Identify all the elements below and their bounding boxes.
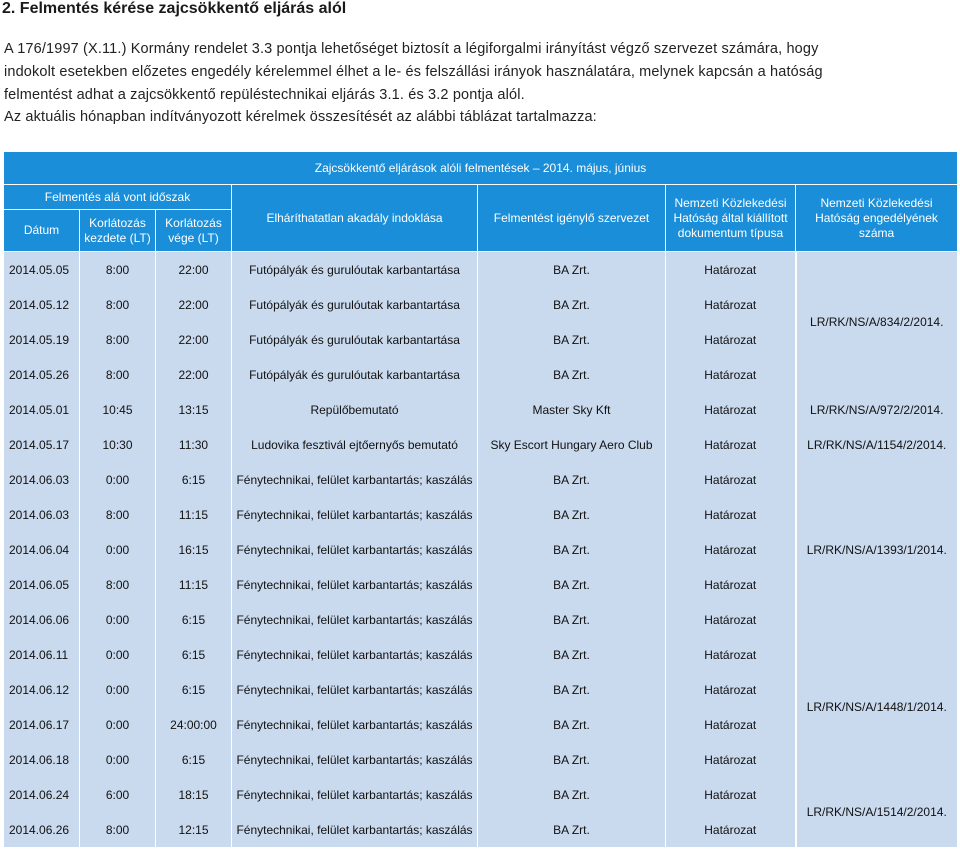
row-end: 16:15: [156, 532, 232, 567]
row-organization: BA Zrt.: [478, 742, 666, 777]
table-row: [4, 637, 958, 672]
intro-line-3: felmentést adhat a zajcsökkentő repüléstechnikai eljárás 3.1. és 3.2 pontja alól.: [4, 87, 525, 103]
header-organization: Felmentést igénylő szervezet: [478, 185, 666, 252]
row-document-type: Határozat: [666, 567, 796, 602]
header-start: Korlátozás kezdete (LT): [80, 210, 156, 252]
row-document-type: Határozat: [666, 672, 796, 707]
row-organization: BA Zrt.: [478, 777, 666, 812]
table-body: [4, 252, 958, 848]
row-start: 8:00: [80, 497, 156, 532]
row-document-type: Határozat: [666, 532, 796, 567]
table-row: [4, 252, 958, 288]
row-reason: Fénytechnikai, felület karbantartás; kaszálás: [232, 672, 478, 707]
row-reason: Fénytechnikai, felület karbantartás; kaszálás: [232, 777, 478, 812]
row-organization: BA Zrt.: [478, 602, 666, 637]
row-date: 2014.05.17: [4, 427, 80, 462]
row-end: 22:00: [156, 357, 232, 392]
row-organization: BA Zrt.: [478, 462, 666, 497]
row-reason: Fénytechnikai, felület karbantartás; kaszálás: [232, 742, 478, 777]
row-organization: BA Zrt.: [478, 567, 666, 602]
row-date: 2014.06.12: [4, 672, 80, 707]
row-document-type: Határozat: [666, 812, 796, 847]
row-document-type: Határozat: [666, 602, 796, 637]
row-start: 10:30: [80, 427, 156, 462]
row-date: 2014.06.24: [4, 777, 80, 812]
row-start: 0:00: [80, 462, 156, 497]
row-date: 2014.05.01: [4, 392, 80, 427]
row-document-type: Határozat: [666, 427, 796, 462]
header-permit-number: Nemzeti Közlekedési Hatóság engedélyének száma: [796, 185, 958, 252]
row-document-type: Határozat: [666, 287, 796, 322]
header-reason: Elháríthatatlan akadály indoklása: [232, 185, 478, 252]
row-date: 2014.05.26: [4, 357, 80, 392]
row-organization: BA Zrt.: [478, 497, 666, 532]
row-reason: Repülőbemutató: [232, 392, 478, 427]
exemptions-table: [3, 151, 958, 847]
row-reason: Fénytechnikai, felület karbantartás; kaszálás: [232, 532, 478, 567]
row-end: 6:15: [156, 462, 232, 497]
permit-number: LR/RK/NS/A/834/2/2014.: [796, 252, 958, 393]
row-date: 2014.06.06: [4, 602, 80, 637]
header-period-group: Felmentés alá vont időszak: [4, 185, 232, 210]
row-reason: Fénytechnikai, felület karbantartás; kaszálás: [232, 707, 478, 742]
row-date: 2014.05.05: [4, 252, 80, 288]
permit-number: LR/RK/NS/A/972/2/2014.: [796, 392, 958, 427]
row-document-type: Határozat: [666, 707, 796, 742]
section-heading: 2. Felmentés kérése zajcsökkentő eljárás alól: [2, 0, 347, 17]
intro-line-4: Az aktuális hónapban indítványozott kérelmek összesítését az alábbi táblázat tartalmazza:: [4, 109, 597, 125]
row-reason: Futópályák és gurulóutak karbantartása: [232, 357, 478, 392]
row-start: 0:00: [80, 532, 156, 567]
row-date: 2014.06.04: [4, 532, 80, 567]
row-organization: BA Zrt.: [478, 672, 666, 707]
row-end: 11:15: [156, 497, 232, 532]
table-row: [4, 427, 958, 462]
row-organization: BA Zrt.: [478, 637, 666, 672]
row-organization: BA Zrt.: [478, 322, 666, 357]
row-date: 2014.06.03: [4, 497, 80, 532]
row-document-type: Határozat: [666, 637, 796, 672]
row-end: 6:15: [156, 637, 232, 672]
row-end: 22:00: [156, 322, 232, 357]
permit-number: LR/RK/NS/A/1514/2/2014.: [796, 777, 958, 847]
permit-number: LR/RK/NS/A/1393/1/2014.: [796, 462, 958, 637]
table-title: Zajcsökkentő eljárások alóli felmentések – 2014. május, június: [4, 152, 958, 185]
row-start: 0:00: [80, 707, 156, 742]
row-date: 2014.06.05: [4, 567, 80, 602]
row-reason: Fénytechnikai, felület karbantartás; kaszálás: [232, 637, 478, 672]
row-start: 0:00: [80, 637, 156, 672]
row-start: 8:00: [80, 252, 156, 288]
table-row: [4, 462, 958, 497]
row-end: 22:00: [156, 287, 232, 322]
row-reason: Fénytechnikai, felület karbantartás; kaszálás: [232, 602, 478, 637]
row-organization: BA Zrt.: [478, 532, 666, 567]
header-end: Korlátozás vége (LT): [156, 210, 232, 252]
row-document-type: Határozat: [666, 252, 796, 288]
row-date: 2014.05.19: [4, 322, 80, 357]
table-row: [4, 777, 958, 812]
row-organization: Sky Escort Hungary Aero Club: [478, 427, 666, 462]
row-start: 10:45: [80, 392, 156, 427]
row-organization: BA Zrt.: [478, 252, 666, 288]
intro-line-2: indokolt esetekben előzetes engedély kérelemmel élhet a le- és felszállási irányok használatára, melynek kapcsán a hatóság: [4, 64, 823, 80]
row-start: 0:00: [80, 672, 156, 707]
row-date: 2014.06.18: [4, 742, 80, 777]
row-start: 8:00: [80, 567, 156, 602]
row-start: 6:00: [80, 777, 156, 812]
row-reason: Fénytechnikai, felület karbantartás; kaszálás: [232, 812, 478, 847]
row-start: 0:00: [80, 602, 156, 637]
row-document-type: Határozat: [666, 462, 796, 497]
header-date: Dátum: [4, 210, 80, 252]
row-organization: BA Zrt.: [478, 707, 666, 742]
row-document-type: Határozat: [666, 742, 796, 777]
row-date: 2014.06.03: [4, 462, 80, 497]
row-reason: Fénytechnikai, felület karbantartás; kaszálás: [232, 462, 478, 497]
row-date: 2014.06.26: [4, 812, 80, 847]
row-end: 11:30: [156, 427, 232, 462]
row-document-type: Határozat: [666, 777, 796, 812]
row-start: 0:00: [80, 742, 156, 777]
row-start: 8:00: [80, 287, 156, 322]
row-date: 2014.06.11: [4, 637, 80, 672]
row-end: 11:15: [156, 567, 232, 602]
row-end: 13:15: [156, 392, 232, 427]
row-end: 6:15: [156, 672, 232, 707]
row-start: 8:00: [80, 357, 156, 392]
row-reason: Futópályák és gurulóutak karbantartása: [232, 287, 478, 322]
row-end: 22:00: [156, 252, 232, 288]
row-reason: Ludovika fesztivál ejtőernyős bemutató: [232, 427, 478, 462]
row-organization: Master Sky Kft: [478, 392, 666, 427]
row-start: 8:00: [80, 812, 156, 847]
row-date: 2014.06.17: [4, 707, 80, 742]
row-organization: BA Zrt.: [478, 812, 666, 847]
row-end: 12:15: [156, 812, 232, 847]
row-start: 8:00: [80, 322, 156, 357]
row-date: 2014.05.12: [4, 287, 80, 322]
permit-number: LR/RK/NS/A/1154/2/2014.: [796, 427, 958, 462]
intro-line-1: A 176/1997 (X.11.) Kormány rendelet 3.3 pontja lehetőséget biztosít a légiforgalmi irányítást végző szervezet számára, hogy: [4, 41, 819, 57]
row-document-type: Határozat: [666, 322, 796, 357]
row-document-type: Határozat: [666, 357, 796, 392]
row-organization: BA Zrt.: [478, 287, 666, 322]
header-document-type: Nemzeti Közlekedési Hatóság által kiállított dokumentum típusa: [666, 185, 796, 252]
row-document-type: Határozat: [666, 392, 796, 427]
row-organization: BA Zrt.: [478, 357, 666, 392]
row-end: 6:15: [156, 602, 232, 637]
row-end: 18:15: [156, 777, 232, 812]
row-document-type: Határozat: [666, 497, 796, 532]
row-reason: Futópályák és gurulóutak karbantartása: [232, 252, 478, 288]
row-reason: Futópályák és gurulóutak karbantartása: [232, 322, 478, 357]
row-reason: Fénytechnikai, felület karbantartás; kaszálás: [232, 567, 478, 602]
row-end: 24:00:00: [156, 707, 232, 742]
row-end: 6:15: [156, 742, 232, 777]
row-reason: Fénytechnikai, felület karbantartás; kaszálás: [232, 497, 478, 532]
permit-number: LR/RK/NS/A/1448/1/2014.: [796, 637, 958, 777]
table-row: [4, 392, 958, 427]
